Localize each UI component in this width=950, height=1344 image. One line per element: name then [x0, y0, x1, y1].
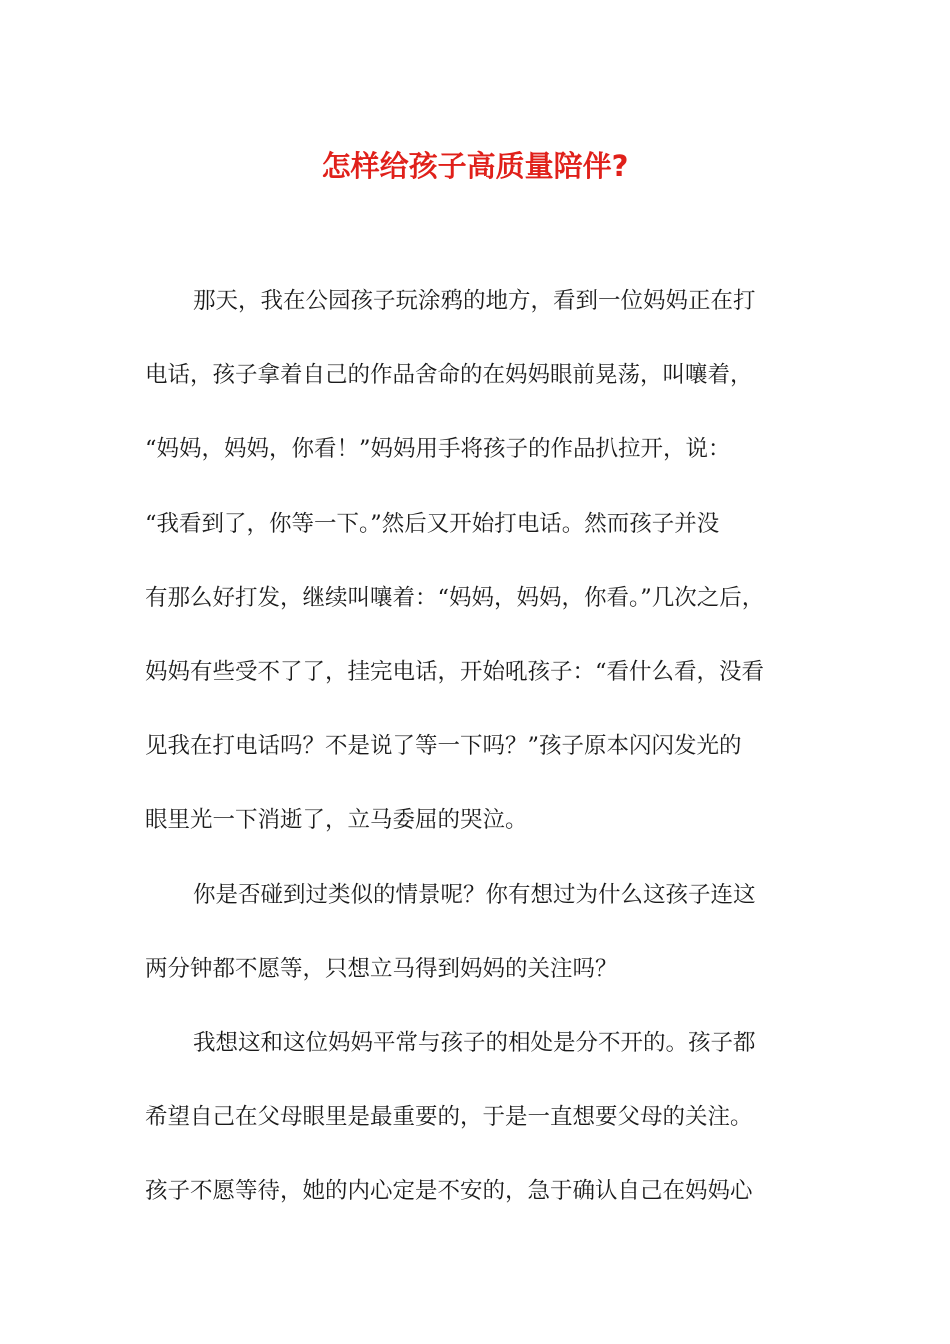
page-title: 怎样给孩子高质量陪伴?	[321, 149, 629, 183]
paragraph-line: 妈妈有些受不了了，挂完电话，开始吼孩子：“看什么看，没看	[145, 659, 765, 685]
paragraph-line: 电话，孩子拿着自己的作品舍命的在妈妈眼前晃荡，叫嚷着，	[145, 362, 753, 389]
paragraph-first-line: 你是否碰到过类似的情景呢？你有想过为什么这孩子连这	[193, 881, 756, 908]
paragraph-line: “我看到了，你等一下。”然后又开始打电话。然而孩子并没	[145, 510, 720, 537]
paragraph-first-line: 我想这和这位妈妈平常与孩子的相处是分不开的。孩子都	[193, 1030, 756, 1056]
paragraph-line: 有那么好打发，继续叫嚷着：“妈妈，妈妈，你看。”几次之后，	[145, 584, 765, 611]
paragraph-line: 希望自己在父母眼里是最重要的，于是一直想要父母的关注。	[145, 1104, 753, 1131]
paragraph-first-line: 那天，我在公园孩子玩涂鸦的地方，看到一位妈妈正在打	[193, 288, 756, 314]
paragraph-line: 孩子不愿等待，她的内心定是不安的，急于确认自己在妈妈心	[145, 1178, 753, 1205]
paragraph-line: 两分钟都不愿等，只想立马得到妈妈的关注吗？	[145, 955, 618, 982]
paragraph-line: “妈妈，妈妈，你看！”妈妈用手将孩子的作品扒拉开，说：	[145, 436, 731, 463]
paragraph-line: 见我在打电话吗？不是说了等一下吗？”孩子原本闪闪发光的	[145, 733, 742, 760]
paragraph-line: 眼里光一下消逝了，立马委屈的哭泣。	[145, 807, 528, 834]
